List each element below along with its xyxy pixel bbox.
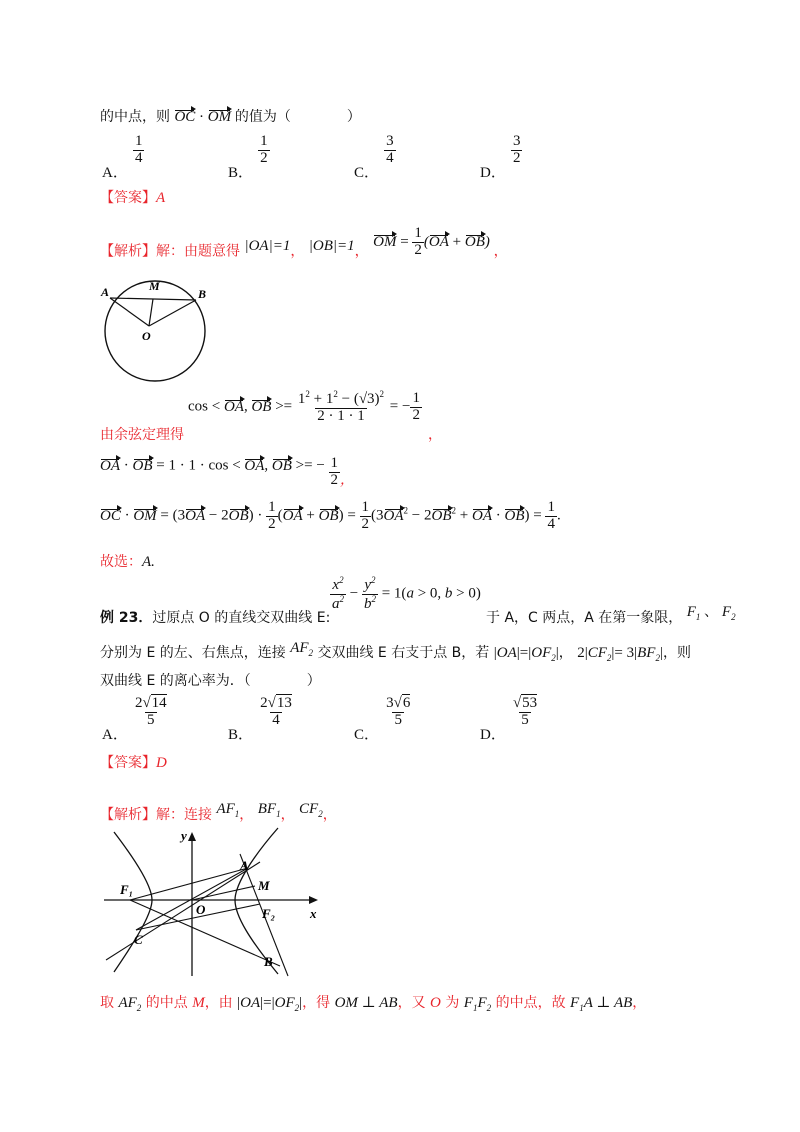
- q22-stem-end: 的值为（ ）: [234, 109, 361, 125]
- svg-text:M: M: [258, 878, 270, 893]
- option-letter: A．: [102, 164, 128, 181]
- option-letter: C．: [354, 164, 380, 181]
- svg-text:A: A: [240, 858, 249, 873]
- option-fraction: $\frac{1}{4}$: [134, 133, 143, 166]
- q23-stem-line3: 双曲线 E 的离心率为．（ ）: [100, 673, 321, 689]
- option-fraction: $\frac{3}{2}$: [512, 133, 521, 166]
- choose-value: A.: [142, 554, 155, 570]
- q22-answer: [100, 187, 165, 207]
- svg-text:x: x: [310, 906, 317, 921]
- q23-hyperbola-figure: [100, 826, 330, 982]
- q23-stem-line1: 例 23．过原点 O 的直线交双曲线 E:: [100, 610, 331, 626]
- q23-stem-line2: 分别为 E 的左、右焦点，连接 $AF_2$ 交双曲线 E 右支于点 B，若 $|OA|=|OF_2|$， $2|CF_2|= 3|BF_2|$，则: [100, 640, 691, 663]
- label-b: B: [198, 287, 207, 301]
- q23-analysis-line: 【解析】解：连接 $AF_1$， $BF_1$， $CF_2$，: [100, 801, 337, 823]
- option-fraction: $\frac{3}{4}$: [386, 133, 394, 166]
- label-m: M: [149, 279, 160, 293]
- q23-foci: $F_1$ 、 $F_2$: [686, 604, 736, 622]
- option-letter: D．: [480, 164, 506, 181]
- label-a: A: [101, 285, 110, 299]
- q22-option-a: [102, 133, 144, 181]
- answer-value: D: [156, 755, 167, 771]
- q22-option-d: [480, 133, 522, 181]
- q22-cos-lead: 由余弦定理得: [100, 427, 184, 443]
- cond-ob: |OB|=1: [308, 237, 355, 254]
- q22-stem-tail: 的中点，则: [100, 109, 170, 125]
- q22-analysis-line: 【解析】解：由题意得 |OA|=1， |OB|=1， OM = $\frac{1}{2}$ (OA + OB) ，: [100, 225, 508, 260]
- q23-cond-b: $2|CF_2|= 3|BF_2|$: [577, 645, 663, 663]
- q22-final-expr: OC · OM = (3OA − 2OB) · $\frac{1}{2}$ (OA + OB) = $\frac{1}{2}$ ($3OA^2 - 2OB^2$ + OA · OB) = $\frac{1}{4}$ .: [100, 499, 561, 532]
- cond-oa: |OA|=1: [244, 237, 291, 254]
- svg-text:F₂: F₂: [262, 906, 276, 921]
- q22-dot-expr: OA · OB = 1 · 1 · cos < OA, OB >= − $\frac{1}{2}$ ，: [100, 455, 355, 488]
- q23-stem-line1b: 于 A，C 两点，A 在第一象限， $F_1$ 、 $F_2$: [486, 604, 736, 626]
- right-branch: [235, 828, 278, 974]
- answer-value: A: [156, 190, 166, 206]
- q23-label: 例 23．: [100, 610, 153, 626]
- q23-option-c: C． $\frac{3√6}{5}$: [354, 695, 411, 743]
- svg-text:O: O: [196, 902, 206, 917]
- q22-stem-line: [100, 106, 361, 126]
- answer-label: 【答案】: [100, 190, 156, 206]
- q23-last-line: 取 $AF_2$ 的中点 M，由 $|OA|=|OF_2|$，得 OM ⊥ AB，又 O 为 $F_1F_2$ 的中点，故 $F_1A$ ⊥ AB，: [100, 995, 647, 1013]
- label-o: O: [142, 329, 151, 343]
- q23-answer: 【答案】D: [100, 755, 167, 771]
- svg-text:B: B: [264, 954, 273, 969]
- option-fraction: $\frac{1}{2}$: [260, 133, 268, 166]
- svg-text:F₁: F₁: [120, 882, 134, 897]
- q22-option-b: [228, 133, 270, 181]
- analysis-label: 【解析】: [100, 243, 156, 260]
- q23-hyperbola-eq: $\frac{x^2}{a^2}$ − $\frac{y^2}{b^2}$ = 1(a > 0, b > 0): [332, 575, 481, 612]
- q23-af2: $AF_2$: [290, 640, 314, 658]
- analysis-intro: 解：由题意得: [156, 243, 240, 260]
- circle-shape: [105, 281, 205, 381]
- cond-om: OM = $\frac{1}{2}$ (OA + OB): [373, 225, 494, 258]
- q22-option-c: [354, 133, 396, 181]
- svg-text:y: y: [181, 828, 187, 843]
- q23-option-b: B． $\frac{2√13}{4}$: [228, 695, 292, 743]
- q23-option-d: D． $\frac{√53}{5}$: [480, 695, 538, 743]
- q23-option-a: A． $\frac{2√14}{5}$: [102, 695, 167, 743]
- q22-stem-expr: OC · OM: [174, 109, 232, 125]
- q22-cos-expr: cos < OA, OB >= $\frac{1^2 + 1^2 - (√3)^2}{2 \cdot 1 \cdot 1}$ = − $\frac{1}{2}$: [188, 389, 420, 424]
- q22-circle-figure: [96, 276, 216, 384]
- svg-text:C: C: [134, 932, 143, 947]
- q23-cond-a: $|OA|=|OF_2|$: [493, 645, 559, 663]
- q22-choose: 故选：A.: [100, 554, 155, 570]
- option-letter: B．: [228, 164, 254, 181]
